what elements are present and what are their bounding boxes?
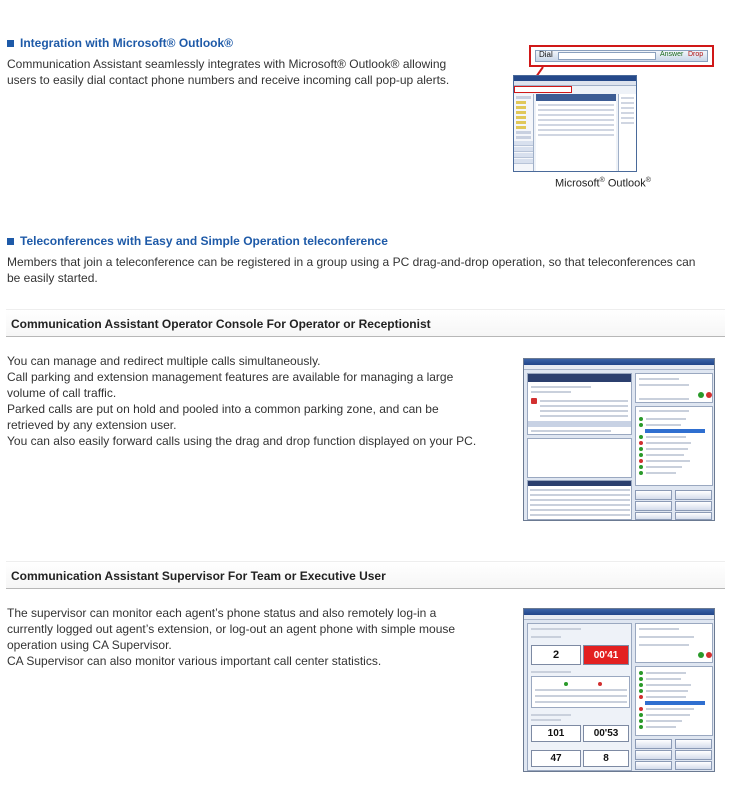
outlook-screenshot	[512, 45, 714, 175]
operator-description	[7, 353, 476, 449]
queue-list-panel	[527, 438, 632, 478]
dial-panel	[635, 373, 713, 403]
bullet-square-icon	[7, 40, 14, 47]
supervisor-line-2: currently logged out agent’s extension, or log-out an agent phone with simple mouse	[7, 622, 456, 636]
extension-list-panel	[635, 406, 713, 486]
avg-wait-value: 00'53	[583, 725, 629, 742]
supervisor-description	[7, 605, 455, 669]
agent-list-panel	[635, 666, 713, 736]
operator-line-3: volume of call traffic.	[7, 386, 117, 400]
bullet-square-icon	[7, 238, 14, 245]
operator-line-1: You can manage and redirect multiple calls simultaneously.	[7, 354, 321, 368]
outlook-caption: Microsoft® Outlook®	[555, 177, 651, 190]
supervisor-line-3: operation using CA Supervisor.	[7, 638, 172, 652]
supervisor-line-1: The supervisor can monitor each agent’s phone status and also remotely log-in a	[7, 606, 437, 620]
teleconference-desc-line-1: Members that join a teleconference can be registered in a group using a PC drag-and-drop operation, so that teleconferences can	[7, 255, 696, 269]
outlook-mini-dialbar	[514, 86, 572, 93]
outlook-contact-list	[536, 94, 616, 171]
operator-line-4: Parked calls are put on hold and pooled into a common parking zone, and can be	[7, 402, 439, 416]
operator-console-screenshot	[523, 358, 715, 521]
supervisor-dial-panel	[635, 623, 713, 663]
supervisor-line-4: CA Supervisor can also monitor various important call center statistics.	[7, 654, 382, 668]
dial-number-field	[558, 52, 656, 60]
supervisor-section-heading: Communication Assistant Supervisor For Team or Executive User	[6, 561, 725, 589]
outlook-heading-text: Integration with Microsoft® Outlook®	[20, 36, 234, 50]
supervisor-stats-panel	[527, 623, 632, 771]
teleconference-desc-line-2: be easily started.	[7, 271, 98, 285]
outlook-desc-line-1: Communication Assistant seamlessly integrates with Microsoft® Outlook® allowing	[7, 57, 447, 71]
member-status-table	[531, 676, 630, 708]
active-call-panel	[527, 373, 632, 435]
answer-label: Answer	[660, 51, 684, 58]
teleconference-description	[7, 254, 695, 286]
teleconference-section-heading	[7, 234, 388, 248]
outlook-section-heading	[7, 36, 233, 50]
operator-line-6: You can also easily forward calls using the drag and drop function displayed on your PC.	[7, 434, 477, 448]
waiting-calls-value: 2	[531, 645, 581, 665]
outlook-desc-line-2: users to easily dial contact phone numbers and receive incoming call pop-up alerts.	[7, 73, 450, 87]
dial-label: Dial	[539, 50, 553, 59]
abandoned-calls-value: 47	[531, 750, 581, 767]
lost-calls-value: 8	[583, 750, 629, 767]
outlook-reading-pane	[618, 94, 636, 171]
longest-wait-value: 00'41	[583, 645, 629, 665]
parked-calls-panel	[527, 480, 632, 520]
outlook-window	[513, 75, 637, 172]
outlook-dial-toolbar	[529, 45, 714, 67]
operator-line-5: retrieved by any extension user.	[7, 418, 177, 432]
supervisor-console-screenshot	[523, 608, 715, 772]
total-calls-value: 101	[531, 725, 581, 742]
outlook-description	[7, 56, 449, 88]
drop-label: Drop	[688, 51, 704, 58]
outlook-folder-pane	[514, 94, 534, 171]
operator-line-2: Call parking and extension management features are available for managing a large	[7, 370, 454, 384]
teleconference-heading-text: Teleconferences with Easy and Simple Operation teleconference	[20, 234, 388, 248]
operator-section-heading: Communication Assistant Operator Console For Operator or Receptionist	[6, 309, 725, 337]
